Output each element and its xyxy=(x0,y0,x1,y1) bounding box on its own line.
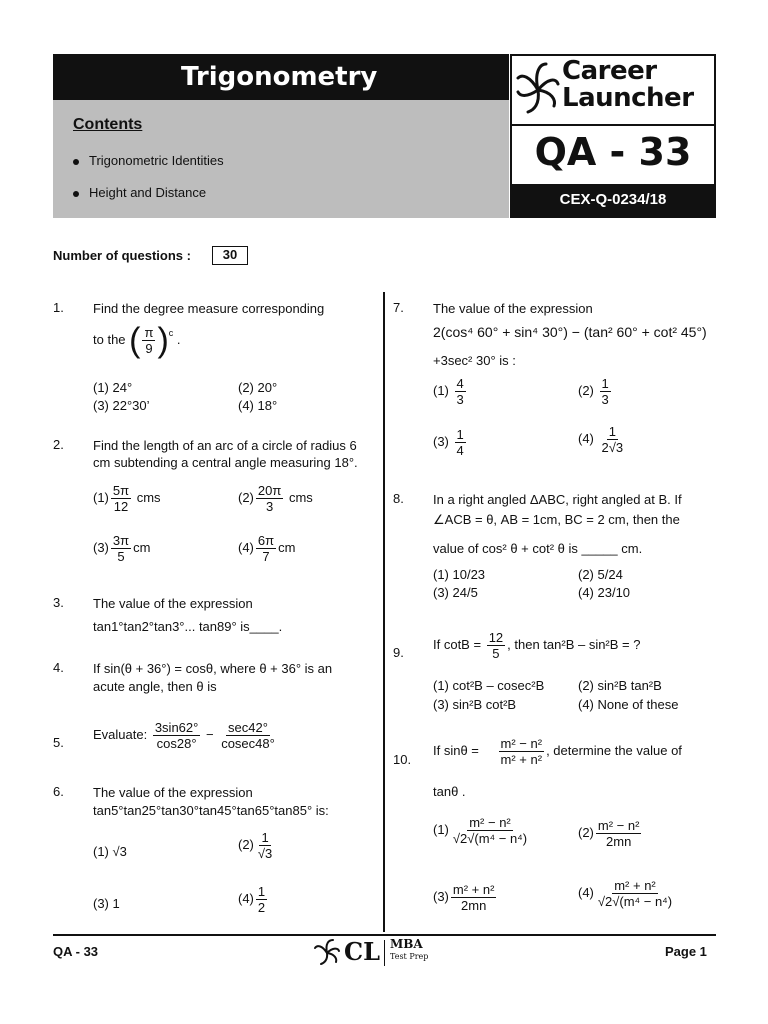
question-number: 4. xyxy=(53,660,64,675)
question-text: tanθ . xyxy=(433,784,466,799)
question-text: value of cos² θ + cot² θ is _____ cm. xyxy=(433,541,643,556)
option: (3) 24/5 xyxy=(433,585,478,600)
option: (2) $\frac{1}{3}$ xyxy=(578,376,609,407)
contents-heading: Contents xyxy=(73,116,143,133)
cl-logo-icon xyxy=(312,938,342,968)
option: (2) 20° xyxy=(238,380,278,395)
option: (1) cot²B – cosec²B xyxy=(433,678,545,693)
option: (4) $\frac{\text{m² + n²}}{\text{√2√(m⁴ − n⁴)}}$ xyxy=(578,878,673,909)
question-expression: tan5°tan25°tan30°tan45°tan65°tan85° is: xyxy=(93,803,329,818)
footer-code: QA - 33 xyxy=(53,944,99,959)
question-expression: to the ( $\frac{\pi}{9}$ )$^c$ . xyxy=(93,321,181,360)
option: (1) 10/23 xyxy=(433,567,486,582)
question-text: The value of the expression xyxy=(433,301,593,316)
num-questions-value: 30 xyxy=(212,246,248,265)
question-text: cm subtending a central angle measuring 18°. xyxy=(93,455,358,470)
option: (3) $\frac{3\pi}{5}$ cm xyxy=(93,533,151,564)
question-number: 6. xyxy=(53,784,64,799)
question-expression: If cotB = $\frac{12}{5}$ , then tan²B – sin²B = ? xyxy=(433,630,641,661)
column-divider xyxy=(383,292,385,932)
contents-item: Trigonometric Identities xyxy=(73,153,224,168)
option: (2) $\frac{\text{m² − n²}}{2mn}$ xyxy=(578,818,640,849)
question-expression: 2(cos⁴ 60° + sin⁴ 30°) − (tan² 60° + cot² 45°) xyxy=(433,324,707,340)
option: (4) None of these xyxy=(578,697,679,712)
question-number: 2. xyxy=(53,437,64,452)
option: (2) 5/24 xyxy=(578,567,623,582)
footer-separator xyxy=(384,940,385,966)
swirl-logo-icon xyxy=(512,56,564,122)
option: (1) $\frac{4}{3}$ xyxy=(433,376,464,407)
option: (4) 18° xyxy=(238,398,278,413)
option: (2) $\frac{1}{√3}$ xyxy=(238,830,273,861)
question-number: 8. xyxy=(393,491,404,506)
question-text: ∠ACB = θ, AB = 1cm, BC = 2 cm, then the xyxy=(433,512,680,527)
footer-mba: MBA xyxy=(390,937,423,951)
question-text: In a right angled ΔABC, right angled at B. If xyxy=(433,492,682,507)
option: (3) $\frac{\text{m² + n²}}{2mn}$ xyxy=(433,882,495,913)
question-text: Find the length of an arc of a circle of radius 6 xyxy=(93,438,357,453)
question-text: acute angle, then θ is xyxy=(93,679,217,694)
page-number: Page 1 xyxy=(665,944,707,959)
footer-rule xyxy=(53,934,716,936)
question-number: 9. xyxy=(393,645,404,660)
num-questions-label: Number of questions : xyxy=(53,248,191,263)
question-number: 5. xyxy=(53,735,64,750)
question-text: If sin(θ + 36°) = cosθ, where θ + 36° is an xyxy=(93,661,333,676)
question-number: 3. xyxy=(53,595,64,610)
question-expression: If sinθ = $\frac{\text{m² − n²}}{\text{m² + n²}}$ , determine the value of xyxy=(433,736,682,767)
option: (3) $\frac{1}{4}$ xyxy=(433,427,464,458)
option: (4) 23/10 xyxy=(578,585,631,600)
page-title: Trigonometry xyxy=(53,54,509,100)
option: (2) sin²B tan²B xyxy=(578,678,662,693)
option: (1) $\frac{5\pi}{12}$ cms xyxy=(93,483,161,514)
option: (4) $\frac{1}{2√3}$ xyxy=(578,424,624,455)
brand-name: Career Launcher xyxy=(562,56,694,113)
footer-brand: CL xyxy=(344,937,380,966)
bullet-icon xyxy=(73,159,79,165)
option: (3) 22°30’ xyxy=(93,398,150,413)
question-expression: Evaluate: $\frac{3\sin 62^\circ}{\cos 28^\circ}$ − $\frac{\sec 42^\circ}{cosec48^\circ}$ xyxy=(93,720,275,751)
option: (1) √3 xyxy=(93,844,127,859)
question-expression: +3sec² 30° is : xyxy=(433,353,516,368)
question-text: Find the degree measure corresponding xyxy=(93,301,325,316)
contents-item: Height and Distance xyxy=(73,185,206,200)
option: (1) 24° xyxy=(93,380,133,395)
question-text: The value of the expression xyxy=(93,785,253,800)
option: (3) sin²B cot²B xyxy=(433,697,517,712)
question-number: 10. xyxy=(393,752,412,767)
option: (4) $\frac{6\pi}{7}$ cm xyxy=(238,533,296,564)
footer-test-prep: Test Prep xyxy=(390,952,429,961)
question-expression: tan1°tan2°tan3°... tan89° is____. xyxy=(93,619,283,634)
question-number: 7. xyxy=(393,300,404,315)
document-code: CEX-Q-0234/18 xyxy=(510,184,716,218)
option: (3) 1 xyxy=(93,896,120,911)
question-text: The value of the expression xyxy=(93,596,253,611)
bullet-icon xyxy=(73,191,79,197)
option: (1) $\frac{\text{m² − n²}}{\text{√2√(m⁴ − n⁴)}}$ xyxy=(433,815,528,846)
question-number: 1. xyxy=(53,300,64,315)
option: (4) $\frac{1}{2}$ xyxy=(238,884,266,915)
qa-code: QA - 33 xyxy=(534,130,692,174)
option: (2) $\frac{20\pi}{3}$ cms xyxy=(238,483,313,514)
